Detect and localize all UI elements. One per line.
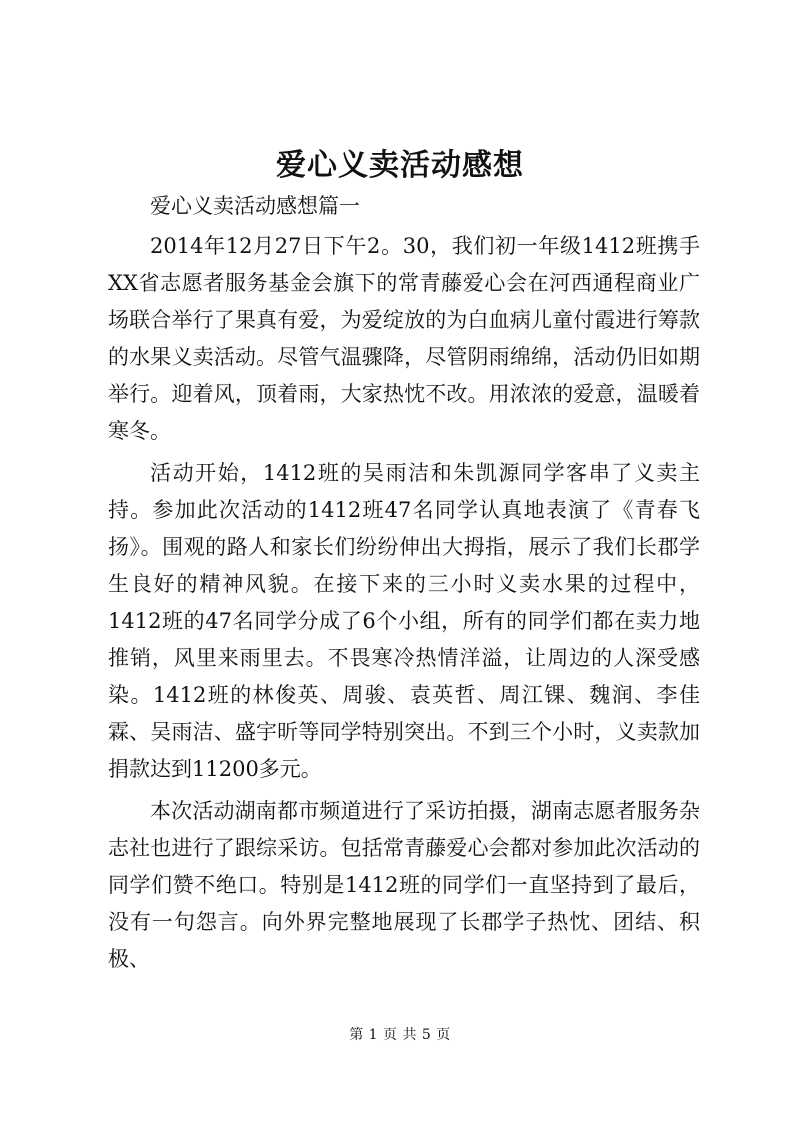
page-footer: 第 1 页 共 5 页 [349,1027,451,1043]
paragraph-3: 本次活动湖南都市频道进行了采访拍摄，湖南志愿者服务杂志社也进行了跟综采访。包括常青藤爱心会都对参加此次活动的同学们赞不绝口。特别是1412班的同学们一直坚持到了最后，没有一句怨言。向外界完整地展现了长郡学子热忱、团结、积极、 [108,799,700,971]
document-body [108,188,700,983]
document-title: 爱心义卖活动感想 [276,148,524,183]
paragraph-1: 2014年12月27日下午2。30，我们初一年级1412班携手XX省志愿者服务基金会旗下的常青藤爱心会在河西通程商业广场联合举行了果真有爱，为爱绽放的为白血病儿童付霞进行筹款的水果义卖活动。尽管气温骤降，尽管阴雨绵绵，活动仍旧如期举行。迎着风，顶着雨，大家热忱不改。用浓浓的爱意，温暖着寒冬。 [108,234,700,443]
section-heading: 爱心义卖活动感想篇一 [150,194,360,218]
paragraph-2: 活动开始，1412班的吴雨洁和朱凯源同学客串了义卖主持。参加此次活动的1412班47名同学认真地表演了《青春飞扬》。围观的路人和家长们纷纷伸出大拇指，展示了我们长郡学生良好的精神风貌。在接下来的三小时义卖水果的过程中，1412班的47名同学分成了6个小组，所有的同学们都在卖力地推销，风里来雨里去。不畏寒冷热情洋溢，让周边的人深受感染。1412班的林俊英、周骏、袁英哲、周江锞、魏润、李佳霖、吴雨洁、盛宇昕等同学特别突出。不到三个小时，义卖款加捐款达到11200多元。 [108,461,700,781]
